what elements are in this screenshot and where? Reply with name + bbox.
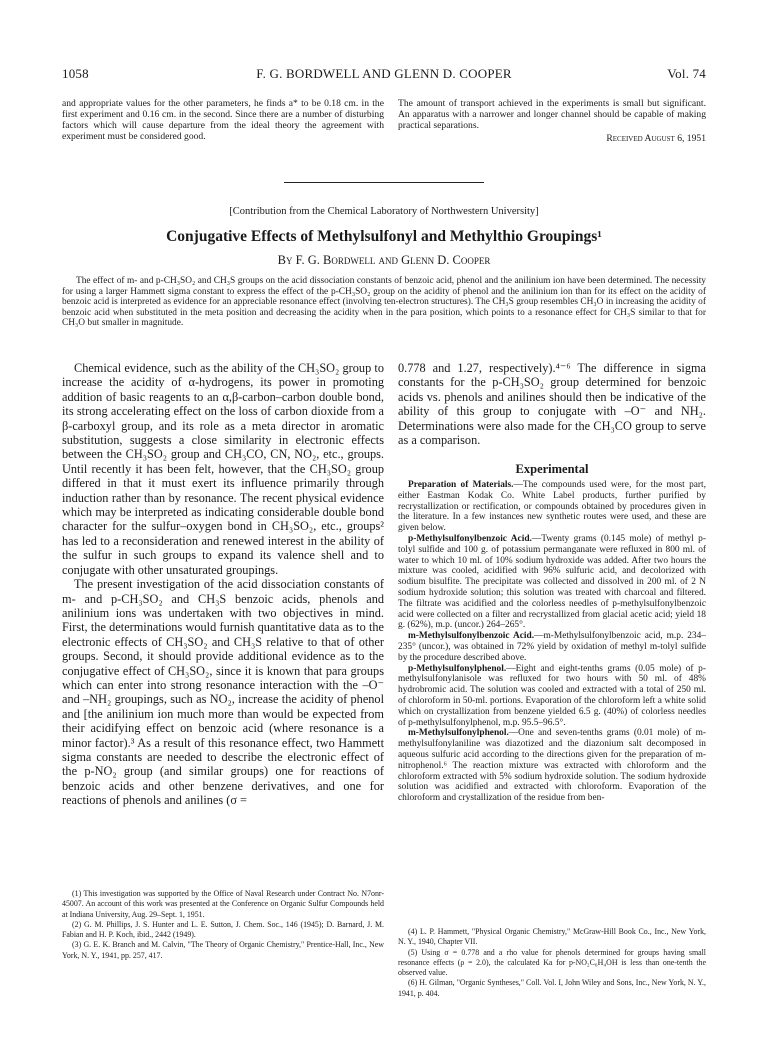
body-column-right [398, 361, 706, 447]
experimental-paragraph: m-Methylsulfonylphenol.—One and seven-tenths grams (0.01 mole) of m-methylsulfonylaniline was diazotized and the diazonium salt decomposed in aqueous sulfuric acid according to the directions given for the preparation of m-nitrophenol.⁶ The reaction mixture was extracted with chloroform and the chloroform extracted with 5% sodium hydroxide solution. The sodium hydroxide solution was acidified and extracted with chloroform. Evaporation of the chloroform and crystallization of the residue from ben- [398, 728, 706, 804]
page-number: 1058 [62, 66, 89, 81]
body-paragraph: Chemical evidence, such as the ability of the CH₃SO₂ group to increase the acidity of α-hydrogens, its power in promoting addition of basic reagents to an α,β-carbon–carbon double bond, its strong accelerating effect on the loss of carbon dioxide from a β-carboxyl group, and its role as a meta director in aromatic substitution, suggests a close similarity in electronic effects between the CH₃SO₂ group and CH₃CO, CN, NO₂, etc., groups. Until recently it has been felt, however, that the CH₃SO₂ group differed in that it must exert its influence primarily through induction rather than by resonance. The recent physical evidence which may be interpreted as indicating considerable double bond character for the sulfur–oxygen bond in CH₃SO₂, etc., groups² has led to a reconsideration and renewed interest in the ability of the sulfur in such groups to expand its valence shell and to conjugate with other unsaturated groupings. [62, 361, 384, 577]
contribution-line: [Contribution from the Chemical Laboratory of Northwestern University] [229, 206, 539, 217]
byline: By F. G. Bordwell and Glenn D. Cooper [277, 253, 491, 267]
subsection-head: p-Methylsulfonylphenol. [408, 663, 507, 674]
experimental-paragraph: m-Methylsulfonylbenzoic Acid.—m-Methylsulfonylbenzoic acid, m.p. 234–235° (uncor.), was obtained in 72% yield by oxidation of methyl m-tolyl sulfide by the procedure described above. [398, 631, 706, 663]
article-title: Conjugative Effects of Methylsulfonyl and Methylthio Groupings¹ [166, 228, 602, 245]
experimental-paragraph: p-Methylsulfonylbenzoic Acid.—Twenty grams (0.145 mole) of methyl p-tolyl sulfide and 100 g. of potassium permanganate were refluxed in 800 ml. of water to which 10 ml. of 10% sodium hydroxide was added. After two hours the mixture was cooled, acidified with 96% sulfuric acid, and decolorized with sodium bisulfite. The precipitate was collected and dissolved in 200 ml. of 2 N sodium hydroxide solution; this solution was treated with charcoal and filtered. The filtrate was acidified and the colorless needles of p-methylsulfonylbenzoic acid were collected on a filter and recrystallized from glacial acetic acid; yield 18 g. (62%), m.p. (uncor.) 264–265°. [398, 533, 706, 631]
abstract: The effect of m- and p-CH₃SO₂ and CH₃S groups on the acid dissociation constants of benzoic acid, phenol and the anilinium ion have been determined. The necessity for using a larger Hammett sigma constant to express the effect of the p-CH₃SO₂ group on the acidity of phenol and the anilinium ion than for its effect on the acidity of benzoic acid is interpreted as evidence for an appreciable resonance effect (involving ten-electron structures). The CH₃S group resembles CH₃O in increasing the acidity of benzoic acid when substituted in the meta position and decreasing the acidity when in the para position, which points to a resonance effect for CH₃S similar to that for CH₃O but smaller in magnitude. [62, 276, 706, 329]
footnote: (5) Using σ = 0.778 and a rho value for phenols determined for groups having small resonance effects (ρ = 2.0), the calculated Ka for p-NO₂C₆H₄OH is less than one-tenth the observed value. [398, 947, 706, 978]
experimental-paragraph: p-Methylsulfonylphenol.—Eight and eight-tenths grams (0.05 mole) of p-methylsulfonylanisole was refluxed for two hours with 50 ml. of 48% hydrobromic acid. The solution was cooled and extracted with a total of 250 ml. of chloroform in 50-ml. portions. Evaporation of the chloroform left a white solid which on crystallization from benzene yielded 6.5 g. (40%) of colorless needles of p-methylsulfonylphenol, m.p. 95.5–96.5°. [398, 663, 706, 728]
subsection-head: m-Methylsulfonylphenol. [408, 728, 509, 739]
section-heading-experimental: Experimental [515, 462, 589, 476]
footnotes-right [398, 927, 706, 999]
experimental-section [398, 480, 706, 804]
subsection-head: p-Methylsulfonylbenzoic Acid. [408, 533, 532, 544]
footnotes-left [62, 889, 384, 961]
running-head-authors: F. G. BORDWELL AND GLENN D. COOPER [256, 66, 512, 81]
preceding-article-text: The amount of transport achieved in the experiments is small but significant. An apparatus with a narrower and longer channel should be capable of making practical separations. [398, 98, 706, 131]
footnote: (6) H. Gilman, "Organic Syntheses," Coll. Vol. I, John Wiley and Sons, Inc., New York, N. Y., 1941, p. 404. [398, 978, 706, 998]
preceding-article-conclusion-right [398, 98, 706, 144]
received-date: Received August 6, 1951 [606, 133, 706, 144]
experimental-paragraph: Preparation of Materials.—The compounds used were, for the most part, either Eastman Kodak Co. White Label products, further purified by recrystallization or rectification, or compounds obtained by procedures given in the literature. In a few instances new synthetic routes were used, and these are given below. [398, 480, 706, 534]
body-paragraph: The present investigation of the acid dissociation constants of m- and p-CH₃SO₂ and CH₃S benzoic acids, phenols and anilinium ions was undertaken with two objectives in mind. First, the determinations would furnish quantitative data as to the electronic effects of CH₃SO₂ and CH₃S relative to that of other groups. Second, it should provide additional evidence as to the conjugative effect of CH₃SO₂, since it is known that para groups which can enter into strong resonance interaction with the –O⁻ and –NH₂ groupings, such as NO₂, increase the acidity of phenol and [the anilinium ion much more than would be expected from their acidifying effect on benzoic acid (where resonance is a minor factor).³ As a result of this resonance effect, two Hammett sigma constants are needed to describe the electronic effect of the p-NO₂ group (and similar groups) one for reactions of benzoic acids and other benzene derivatives, and one for reactions of phenols and anilines (σ = [62, 577, 384, 808]
footnote: (2) G. M. Phillips, J. S. Hunter and L. E. Sutton, J. Chem. Soc., 146 (1945); D. Barnard, J. M. Fabian and H. P. Koch, ibid., 2442 (1949). [62, 919, 384, 940]
subsection-head: m-Methylsulfonylbenzoic Acid. [408, 631, 535, 642]
footnote: (3) G. E. K. Branch and M. Calvin, "The Theory of Organic Chemistry," Prentice-Hall, Inc., New York, N. Y., 1941, pp. 257, 417. [62, 940, 384, 960]
article-divider [284, 182, 484, 183]
footnote: (4) L. P. Hammett, "Physical Organic Chemistry," McGraw-Hill Book Co., Inc., New York, N. Y., 1940, Chapter VII. [398, 927, 706, 947]
body-column-left [62, 361, 384, 808]
footnote: (1) This investigation was supported by the Office of Naval Research under Contract No. N7onr-45007. An account of this work was presented at the Conference on Organic Sulfur Compounds held at Indiana University, Aug. 29–Sept. 1, 1951. [62, 889, 384, 919]
subsection-head: Preparation of Materials. [408, 480, 514, 490]
body-paragraph: 0.778 and 1.27, respectively).⁴⁻⁶ The difference in sigma constants for the p-CH₃SO₂ group determined for benzoic acids vs. phenols and anilines should then be indicative of the ability of this group to conjugate with –O⁻ and NH₂. Determinations were also made for the CH₃CO group to serve as a comparison. [398, 361, 706, 448]
preceding-article-conclusion-left: and appropriate values for the other parameters, he finds a* to be 0.18 cm. in the first experiment and 0.16 cm. in the second. Since there are a number of disturbing factors which will cause departure from the ideal theory the agreement with experiment must be considered good. [62, 98, 384, 142]
volume-number: Vol. 74 [667, 66, 706, 81]
